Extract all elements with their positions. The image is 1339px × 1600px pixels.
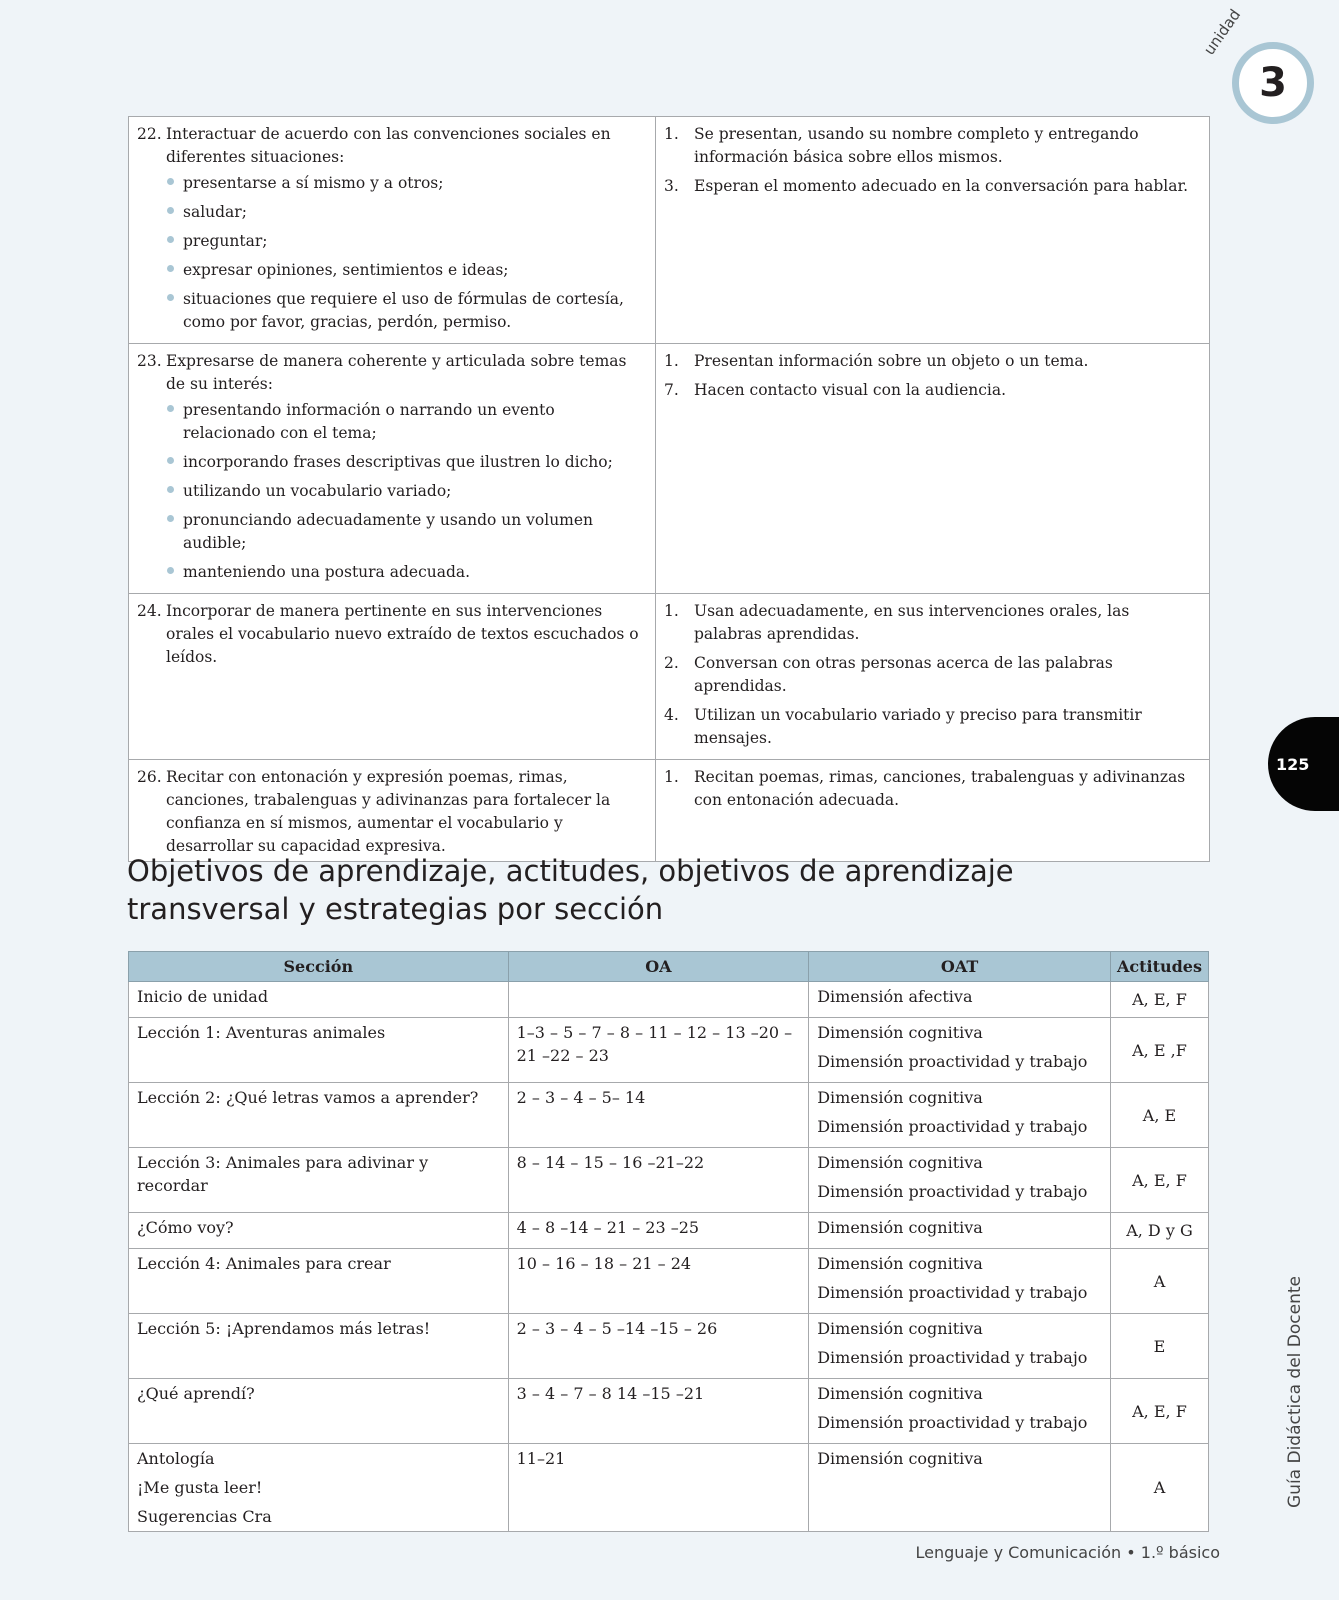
section-name: Animales para crear [220, 1254, 391, 1273]
objective-text: Incorporar de manera pertinente en sus intervenciones orales el vocabulario nuevo extraído de textos escuchados o leídos. [166, 602, 639, 666]
oa-cell: 3 – 4 – 7 – 8 14 –15 –21 [508, 1379, 809, 1444]
oat-line: Dimensión afectiva [817, 987, 973, 1006]
unit-badge [1200, 5, 1339, 132]
oat-line: Dimensión cognitiva [817, 1254, 983, 1273]
indicator-text: Usan adecuadamente, en sus intervenciones orales, las palabras aprendidas. [694, 602, 1130, 643]
actitudes-cell: A, E [1110, 1083, 1208, 1148]
objective-number: 23. [137, 352, 162, 370]
objective-number: 26. [137, 768, 162, 786]
actitudes-cell: A, E, F [1110, 982, 1208, 1018]
objective-bullets [137, 399, 647, 584]
oat-line: Dimensión cognitiva [817, 1153, 983, 1172]
oa-cell: 4 – 8 –14 – 21 – 23 –25 [508, 1213, 809, 1249]
oat-line: Dimensión proactividad y trabajo [817, 1413, 1088, 1432]
table-row [129, 1148, 1209, 1213]
oat-cell [809, 1314, 1111, 1379]
section-label-line [137, 1021, 500, 1044]
oa-cell: 2 – 3 – 4 – 5– 14 [508, 1083, 809, 1148]
oat-cell [809, 1249, 1111, 1314]
section-label: ¿Qué aprendí? [137, 1384, 255, 1403]
oa-cell [508, 982, 809, 1018]
indicator-item [664, 175, 1201, 198]
oat-line: Dimensión cognitiva [817, 1218, 983, 1237]
indicator-number: 1. [664, 602, 679, 620]
table-row [129, 1018, 1209, 1083]
oat-line: Dimensión proactividad y trabajo [817, 1182, 1088, 1201]
objective-cell [129, 760, 656, 862]
indicator-text: Conversan con otras personas acerca de las palabras aprendidas. [694, 654, 1113, 695]
section-name: Animales para adivinar y recordar [137, 1153, 429, 1195]
oa-cell: 1–3 – 5 – 7 – 8 – 11 – 12 – 13 –20 – 21 –22 – 23 [508, 1018, 809, 1083]
objective-number: 24. [137, 602, 162, 620]
oat-cell [809, 1379, 1111, 1444]
objective-cell [129, 117, 656, 344]
indicator-text: Presentan información sobre un objeto o un tema. [694, 352, 1089, 370]
indicator-number: 1. [664, 768, 679, 786]
indicator-number: 1. [664, 125, 679, 143]
section-label-line [137, 1317, 500, 1340]
bullet-item: utilizando un vocabulario variado; [166, 480, 647, 503]
section-cell [129, 1314, 509, 1379]
indicator-item [664, 704, 1201, 750]
section-cell [129, 1379, 509, 1444]
section-cell [129, 1249, 509, 1314]
section-label: Antología [137, 1449, 215, 1468]
table-row [129, 1213, 1209, 1249]
table-row [129, 1314, 1209, 1379]
actitudes-cell: A, E ,F [1110, 1018, 1208, 1083]
objective-text: Recitar con entonación y expresión poemas, rimas, canciones, trabalenguas y adivinanzas para fortalecer la confianza en sí mismos, aumentar el vocabulario y desarrollar su capacidad expresiva. [166, 768, 611, 855]
header-oat: OAT [809, 952, 1111, 982]
section-cell [129, 1148, 509, 1213]
objective-item [137, 123, 647, 169]
objective-text: Interactuar de acuerdo con las convenciones sociales en diferentes situaciones: [166, 125, 611, 166]
oat-line: Dimensión proactividad y trabajo [817, 1283, 1088, 1302]
indicator-text: Esperan el momento adecuado en la conversación para hablar. [694, 177, 1189, 195]
section-label: ¿Cómo voy? [137, 1218, 234, 1237]
bullet-item: expresar opiniones, sentimientos e ideas; [166, 259, 647, 282]
indicator-number: 7. [664, 381, 679, 399]
sections-table [128, 951, 1209, 1532]
section-label: Lección 2: [137, 1088, 221, 1107]
indicator-item [664, 652, 1201, 698]
section-label: Lección 4: [137, 1254, 221, 1273]
section-name: ¡Aprendamos más letras! [220, 1319, 431, 1338]
indicator-item [664, 766, 1201, 812]
bullet-item: incorporando frases descriptivas que ilustren lo dicho; [166, 451, 647, 474]
indicator-number: 1. [664, 352, 679, 370]
unit-label: unidad [1200, 5, 1245, 59]
oat-line: Dimensión cognitiva [817, 1384, 983, 1403]
indicator-text: Recitan poemas, rimas, canciones, trabalenguas y adivinanzas con entonación adecuada. [694, 768, 1186, 809]
page-number: 125 [1268, 717, 1339, 811]
bullet-item: presentarse a sí mismo y a otros; [166, 172, 647, 195]
section-label: Lección 3: [137, 1153, 221, 1172]
oa-cell: 11–21 [508, 1444, 809, 1532]
table-row [129, 1444, 1209, 1532]
oat-cell [809, 1148, 1111, 1213]
header-oa: OA [508, 952, 809, 982]
section-subitem: ¡Me gusta leer! [137, 1478, 263, 1497]
section-label: Lección 5: [137, 1319, 221, 1338]
oa-cell: 2 – 3 – 4 – 5 –14 –15 – 26 [508, 1314, 809, 1379]
indicators-cell [656, 594, 1210, 760]
indicator-item [664, 123, 1201, 169]
section-cell [129, 1444, 509, 1532]
indicator-item [664, 379, 1201, 402]
section-label-line [137, 985, 500, 1008]
section-cell [129, 1083, 509, 1148]
objective-item [137, 600, 647, 669]
objective-row [129, 344, 1210, 594]
section-label-line [137, 1447, 500, 1470]
objective-row [129, 594, 1210, 760]
section-name: Aventuras animales [220, 1023, 386, 1042]
indicator-text: Utilizan un vocabulario variado y preciso para transmitir mensajes. [694, 706, 1142, 747]
section-name: ¿Qué letras vamos a aprender? [220, 1088, 479, 1107]
section-label-line [137, 1216, 500, 1239]
objective-item [137, 350, 647, 396]
objective-row [129, 760, 1210, 862]
section-title: Objetivos de aprendizaje, actitudes, objetivos de aprendizaje transversal y estrategias por sección [127, 854, 1014, 926]
indicator-item [664, 600, 1201, 646]
objective-cell [129, 594, 656, 760]
bullet-item: saludar; [166, 201, 647, 224]
indicators-cell [656, 760, 1210, 862]
oat-line: Dimensión proactividad y trabajo [817, 1052, 1088, 1071]
section-label-line [137, 1151, 500, 1197]
actitudes-cell: A, D y G [1110, 1213, 1208, 1249]
indicator-text: Se presentan, usando su nombre completo y entregando información básica sobre ellos mismos. [694, 125, 1139, 166]
table-row [129, 1379, 1209, 1444]
objectives-table [128, 116, 1210, 862]
section-cell [129, 1213, 509, 1249]
oat-line: Dimensión cognitiva [817, 1319, 983, 1338]
oat-cell [809, 1018, 1111, 1083]
oat-line: Dimensión cognitiva [817, 1449, 983, 1468]
footer-text: Lenguaje y Comunicación • 1.º básico [915, 1543, 1220, 1562]
section-label-line [137, 1382, 500, 1405]
oat-cell [809, 1083, 1111, 1148]
oat-line: Dimensión cognitiva [817, 1088, 983, 1107]
objective-text: Expresarse de manera coherente y articulada sobre temas de su interés: [166, 352, 627, 393]
oat-cell [809, 1444, 1111, 1532]
indicator-text: Hacen contacto visual con la audiencia. [694, 381, 1007, 399]
actitudes-cell: A, E, F [1110, 1379, 1208, 1444]
oa-cell: 10 – 16 – 18 – 21 – 24 [508, 1249, 809, 1314]
objective-cell [129, 344, 656, 594]
section-label-line [137, 1252, 500, 1275]
indicator-number: 3. [664, 177, 679, 195]
side-label: Guía Didáctica del Docente [1285, 1276, 1305, 1508]
section-label: Inicio de unidad [137, 987, 269, 1006]
objective-number: 22. [137, 125, 162, 143]
bullet-item: manteniendo una postura adecuada. [166, 561, 647, 584]
indicators-cell [656, 117, 1210, 344]
oat-cell [809, 1213, 1111, 1249]
header-actitudes: Actitudes [1110, 952, 1208, 982]
section-subitem: Sugerencias Cra [137, 1507, 272, 1526]
indicator-item [664, 350, 1201, 373]
indicator-number: 4. [664, 706, 679, 724]
oat-cell [809, 982, 1111, 1018]
table-row [129, 1249, 1209, 1314]
bullet-item: situaciones que requiere el uso de fórmulas de cortesía, como por favor, gracias, perdón, permiso. [166, 288, 647, 334]
objective-bullets [137, 172, 647, 334]
section-label-line [137, 1086, 500, 1109]
table-row [129, 1083, 1209, 1148]
oa-cell: 8 – 14 – 15 – 16 –21–22 [508, 1148, 809, 1213]
oat-line: Dimensión proactividad y trabajo [817, 1348, 1088, 1367]
section-label: Lección 1: [137, 1023, 221, 1042]
objective-item [137, 766, 647, 858]
bullet-item: presentando información o narrando un evento relacionado con el tema; [166, 399, 647, 445]
unit-number: 3 [1232, 42, 1314, 124]
indicators-cell [656, 344, 1210, 594]
oat-line: Dimensión proactividad y trabajo [817, 1117, 1088, 1136]
bullet-item: pronunciando adecuadamente y usando un volumen audible; [166, 509, 647, 555]
actitudes-cell: A, E, F [1110, 1148, 1208, 1213]
section-cell [129, 982, 509, 1018]
objective-row [129, 117, 1210, 344]
actitudes-cell: A [1110, 1249, 1208, 1314]
indicator-number: 2. [664, 654, 679, 672]
oat-line: Dimensión cognitiva [817, 1023, 983, 1042]
bullet-item: preguntar; [166, 230, 647, 253]
section-cell [129, 1018, 509, 1083]
actitudes-cell: E [1110, 1314, 1208, 1379]
table-header-row [129, 952, 1209, 982]
header-seccion: Sección [129, 952, 509, 982]
actitudes-cell: A [1110, 1444, 1208, 1532]
table-row [129, 982, 1209, 1018]
